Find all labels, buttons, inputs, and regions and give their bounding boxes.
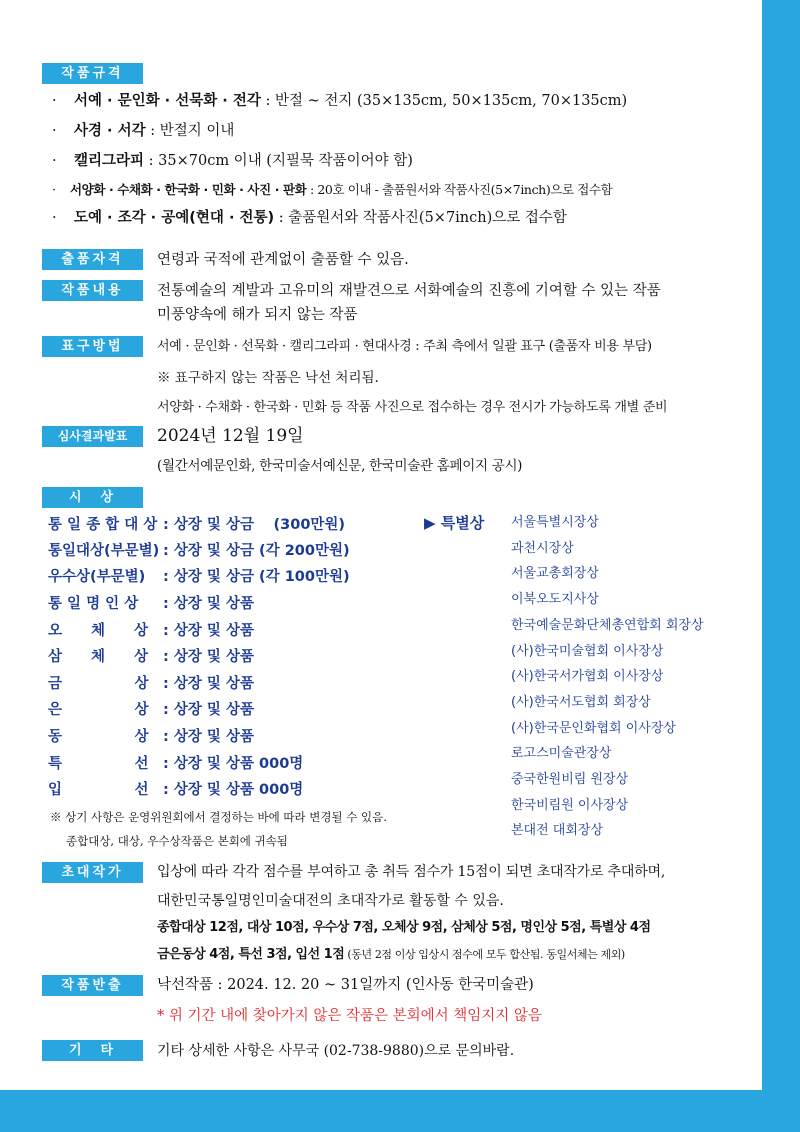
label-result: 심사결과발표 <box>42 426 143 447</box>
label-invited: 초대작가 <box>42 862 143 883</box>
return-line-1: 낙선작품 : 2024. 12. 20 ~ 31일까지 (인사동 한국미술관) <box>157 977 534 993</box>
spec-detail: : 20호 이내 - 출품원서와 작품사진(5×7inch)으로 접수함 <box>306 182 613 197</box>
special-award-item: 이북오도지사상 <box>511 592 599 608</box>
invited-line-2: 대한민국통일명인미술대전의 초대작가로 활동할 수 있음. <box>157 893 504 909</box>
bullet: · <box>52 210 57 226</box>
spec-name: 캘리그라피 <box>74 153 145 169</box>
mounting-line-2: ※ 표구하지 않는 작품은 낙선 처리됨. <box>157 370 379 386</box>
prize-value: : 상장 및 상품 <box>163 702 254 718</box>
awards-note-2: 종합대상, 대상, 우수상작품은 본회에 귀속됨 <box>66 834 288 848</box>
invited-line-3: 종합대상 12점, 대상 10점, 우수상 7점, 오체상 9점, 삼체상 5점, 명인상 5점, 특별상 4점 <box>157 920 651 935</box>
spec-detail: : 35×70cm 이내 (지필묵 작품이어야 함) <box>144 153 413 169</box>
blue-frame-right <box>762 0 800 1132</box>
spec-name: 서예 · 문인화 · 선묵화 · 전각 <box>74 93 261 109</box>
prize-value: : 상장 및 상품 <box>163 729 254 745</box>
spec-detail: : 출품원서와 작품사진(5×7inch)으로 접수함 <box>274 210 567 226</box>
label-return: 작품반출 <box>42 975 143 996</box>
spec-row-3 <box>52 151 413 171</box>
spec-row-1 <box>52 91 627 111</box>
special-award-item: 서울교총회장상 <box>511 566 599 582</box>
label-mounting: 표구방법 <box>42 336 143 357</box>
special-award-item: 본대전 대회장상 <box>511 823 604 839</box>
mounting-line-1: 서예 · 문인화 · 선묵화 · 캘리그라피 · 현대사경 : 주최 측에서 일괄 표구 (출품자 비용 부담) <box>157 339 652 354</box>
prize-name: 금 상 <box>48 676 149 692</box>
special-award-item: (사)한국미술협회 이사장상 <box>511 643 664 659</box>
spec-detail: : 반절 ~ 전지 (35×135cm, 50×135cm, 70×135cm) <box>260 93 628 109</box>
prize-name: 특 선 <box>48 756 149 772</box>
label-content: 작품내용 <box>42 280 143 301</box>
spec-row-2 <box>52 121 234 141</box>
prize-value: : 상장 및 상품 <box>163 676 254 692</box>
spec-detail: : 반절지 이내 <box>145 123 235 139</box>
result-date: 2024년 12월 19일 <box>157 426 304 446</box>
prize-name: 입 선 <box>48 782 149 798</box>
special-award-item: (사)한국서도협회 회장상 <box>511 694 651 710</box>
prize-value: : 상장 및 상금 (300만원) <box>163 517 346 533</box>
spec-name: 도예 · 조각 · 공예(현대 · 전통) <box>74 210 275 226</box>
prize-name: 통일대상(부문별) <box>48 543 160 559</box>
etc-text: 기타 상세한 사항은 사무국 (02-738-9880)으로 문의바람. <box>157 1043 515 1059</box>
invited-line-4 <box>157 944 625 965</box>
prize-name: 삼 체 상 <box>48 649 149 665</box>
return-warning: * 위 기간 내에 찾아가지 않은 작품은 본회에서 책임지지 않음 <box>157 1008 542 1024</box>
spec-name: 서양화 · 수채화 · 한국화 · 민화 · 사진 · 판화 <box>70 182 307 197</box>
bullet: · <box>52 153 57 169</box>
label-eligibility: 출품자격 <box>42 249 143 270</box>
eligibility-text: 연령과 국적에 관계없이 출품할 수 있음. <box>157 252 409 268</box>
prize-name: 오 체 상 <box>48 623 149 639</box>
invited-line-1: 입상에 따라 각각 점수를 부여하고 총 취득 점수가 15점이 되면 초대작가로 추대하며, <box>157 864 666 880</box>
bullet: · <box>52 123 57 139</box>
special-award-item: 중국한원비림 원장상 <box>511 772 629 787</box>
mounting-line-3: 서양화 · 수채화 · 한국화 · 민화 등 작품 사진으로 접수하는 경우 전시가 가능하도록 개별 준비 <box>157 400 668 415</box>
label-etc: 기 타 <box>42 1040 143 1061</box>
spec-name: 사경 · 서각 <box>74 123 146 139</box>
special-award-item: (사)한국서가협회 이사장상 <box>511 669 664 685</box>
special-award-item: 서울특별시장상 <box>511 515 599 530</box>
special-award-item: 한국비림원 이사장상 <box>511 797 629 813</box>
invited-line-4-bold: 금은동상 4점, 특선 3점, 입선 1점 <box>157 947 345 962</box>
special-award-item: 한국예술문화단체총연합회 회장상 <box>511 617 704 633</box>
prize-name: 통 일 종 합 대 상 <box>48 517 158 533</box>
special-award-item: 로고스미술관장상 <box>511 746 612 762</box>
prize-value: : 상장 및 상품 000명 <box>163 756 304 772</box>
content-line-1: 전통예술의 계발과 고유미의 재발견으로 서화예술의 진흥에 기여할 수 있는 작품 <box>157 283 661 299</box>
prize-value: : 상장 및 상품 <box>163 623 254 639</box>
label-spec: 작품규격 <box>42 63 143 84</box>
special-award-item: 과천시장상 <box>511 540 574 556</box>
prize-name: 통 일 명 인 상 <box>48 596 139 612</box>
spec-row-5 <box>52 208 567 228</box>
prize-name: 우수상(부문별) <box>48 569 146 585</box>
special-award-item: (사)한국문인화협회 이사장상 <box>511 720 676 736</box>
blue-frame-bottom <box>0 1090 800 1132</box>
prize-value: : 상장 및 상품 000명 <box>163 782 304 798</box>
bullet: · <box>52 182 56 197</box>
prize-name: 은 상 <box>48 702 149 718</box>
bullet: · <box>52 93 57 109</box>
prize-name: 동 상 <box>48 729 149 745</box>
label-awards: 시 상 <box>42 487 143 508</box>
content-line-2: 미풍양속에 해가 되지 않는 작품 <box>157 307 358 323</box>
result-note: (월간서예문인화, 한국미술서예신문, 한국미술관 홈페이지 공시) <box>157 458 523 474</box>
invited-line-4-note: (동년 2점 이상 입상시 점수에 모두 합산됨. 동일서체는 제외) <box>344 948 625 961</box>
spec-row-4 <box>52 180 612 200</box>
prize-value: : 상장 및 상품 <box>163 596 254 612</box>
awards-note-1: ※ 상기 사항은 운영위원회에서 결정하는 바에 따라 변경될 수 있음. <box>50 810 387 824</box>
prize-value: : 상장 및 상금 (각 200만원) <box>163 543 350 559</box>
special-award-title: ▶ 특별상 <box>424 514 485 532</box>
prize-value: : 상장 및 상금 (각 100만원) <box>163 569 350 585</box>
prize-value: : 상장 및 상품 <box>163 649 254 665</box>
